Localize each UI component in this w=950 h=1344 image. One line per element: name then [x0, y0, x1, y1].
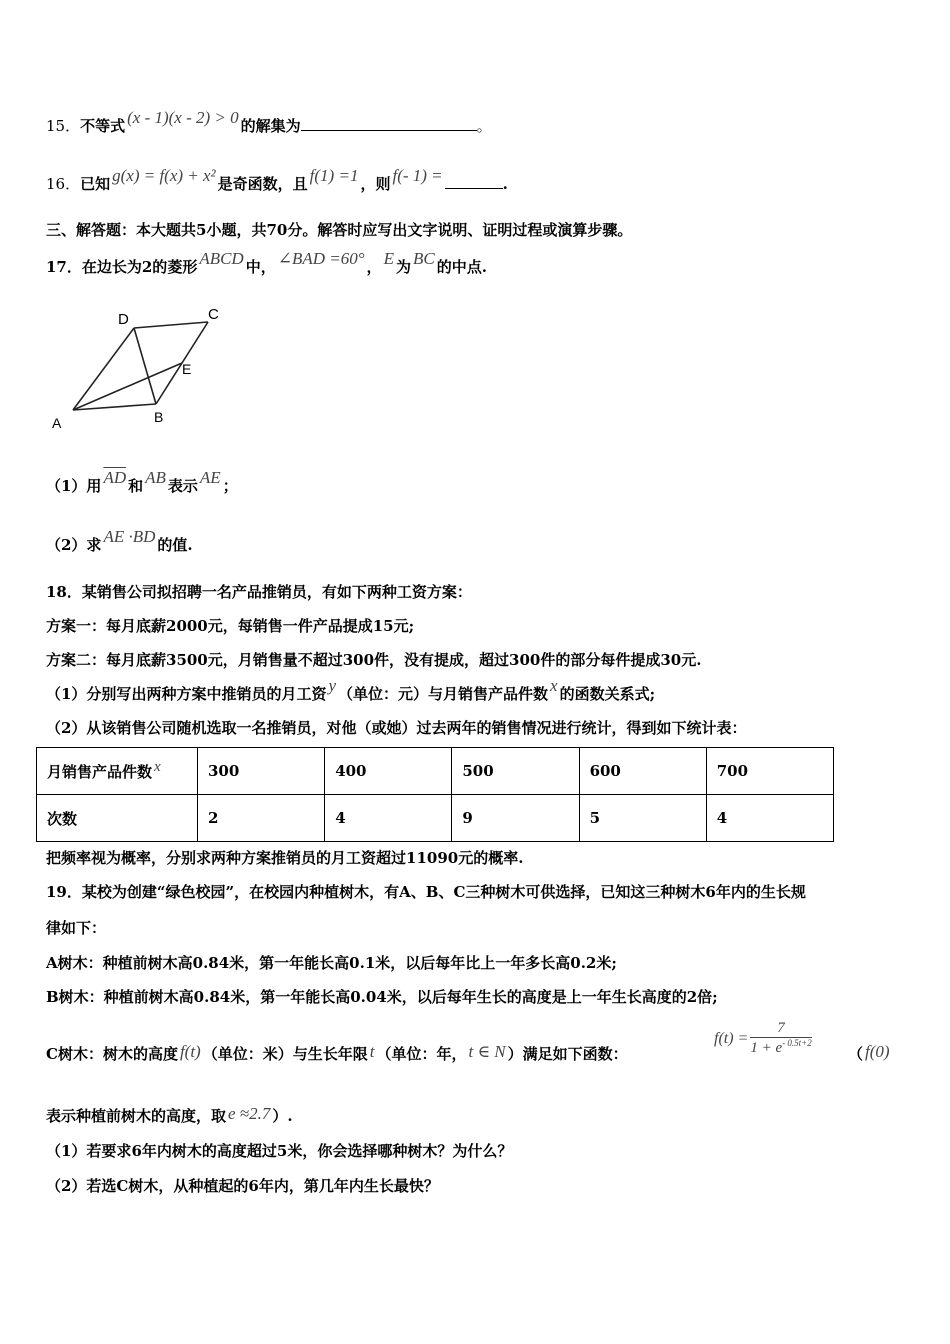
q16-answer-blank[interactable] — [445, 172, 503, 189]
q17-e: E — [383, 249, 394, 268]
table-cell: 9 — [452, 795, 579, 842]
vector-ab: AB — [145, 468, 166, 487]
q16-end: . — [502, 175, 508, 193]
q19-sub1: （1）若要求6年内树木的高度超过5米，你会选择哪种树木？为什么？ — [46, 1142, 513, 1160]
q17-sub1-end: ； — [222, 477, 238, 495]
q17-sub1-represent: 表示 — [167, 477, 198, 495]
q17-text-3: ， — [366, 258, 382, 276]
q17-text-5: 的中点. — [436, 258, 487, 276]
q18-intro: 18．某销售公司拟招聘一名产品推销员，有如下两种工资方案： — [46, 583, 472, 601]
table-cell: 2 — [198, 795, 325, 842]
formula-fraction — [750, 1020, 811, 1057]
q19-line-2-end: ）. — [272, 1107, 293, 1125]
q17-text: 在边长为2的菱形 — [81, 258, 198, 276]
q19-intro-1: 19．某校为创建“绿色校园”，在校园内种植树木，有A、B、C三种树木可供选择，已知这三种树木6年内的生长规 — [46, 883, 806, 901]
q19-tree-c-tail — [848, 1044, 892, 1064]
q16-f1: f(1) =1 — [309, 166, 359, 185]
q19-tree-c-text: C树木：树木的高度 — [46, 1045, 178, 1063]
q16-text-3: ，则 — [360, 175, 391, 193]
q17-sub1-and: 和 — [128, 477, 144, 495]
header-sales-var: x — [154, 758, 161, 775]
q19-line-2 — [46, 1106, 293, 1126]
table-row — [37, 748, 834, 795]
q17-abcd: ABCD — [199, 249, 244, 268]
q17-text-4: 为 — [395, 258, 411, 276]
q16-function-g: g(x) = f(x) + x² — [112, 166, 216, 185]
vector-ae: AE — [199, 468, 221, 487]
e-approx: e ≈2.7 — [228, 1104, 271, 1123]
q19-tree-b: B树木：种植前树木高0.84米，第一年能长高0.04米，以后每年生长的高度是上一年生长高度的2倍; — [46, 988, 718, 1006]
q19-tree-c — [46, 1044, 628, 1064]
q18-after-table: 把频率视为概率，分别求两种方案推销员的月工资超过11090元的概率. — [46, 849, 524, 867]
q18-sub1 — [46, 676, 656, 704]
var-t: t — [369, 1042, 375, 1061]
section-3-heading: 三、解答题：本大题共5小题，共70分。解答时应写出文字说明、证明过程或演算步骤。 — [46, 221, 633, 239]
q17-number: 17． — [46, 258, 82, 276]
q19-intro-2: 律如下： — [46, 919, 107, 937]
table-row — [37, 795, 834, 842]
table-cell: 700 — [706, 748, 833, 795]
q18-plan-1: 方案一：每月底薪2000元，每销售一件产品提成15元; — [46, 617, 415, 635]
q15-text-2: 的解集为 — [240, 117, 301, 135]
q17-sub2-end: 的值. — [157, 536, 193, 554]
table-cell: 500 — [452, 748, 579, 795]
q17-angle: ∠BAD =60° — [277, 249, 365, 268]
formula-exponent: - 0.5t+2 — [782, 1038, 812, 1048]
q16-f-neg1: f(- 1) = — [392, 166, 443, 185]
q15-inequality: (x - 1)(x - 2) > 0 — [127, 108, 239, 127]
q18-sub2: （2）从该销售公司随机选取一名推销员，对他（或她）过去两年的销售情况进行统计，得到如下统计表： — [46, 719, 747, 737]
func-f-t: f(t) — [179, 1042, 201, 1061]
q19-paren: （ — [848, 1045, 864, 1063]
q18-sub1-text-3: 的函数关系式; — [559, 685, 656, 703]
q17-sub1-label: （1）用 — [46, 477, 102, 495]
q17-sub2 — [46, 527, 193, 555]
func-f-0: f(0) — [865, 1042, 890, 1061]
q15-answer-blank[interactable] — [301, 114, 477, 131]
formula-denominator — [750, 1038, 811, 1057]
table-header-count: 次数 — [37, 795, 198, 842]
point-e-label: E — [182, 361, 192, 377]
var-y: y — [328, 676, 336, 695]
question-17 — [46, 249, 487, 277]
q15-text: 不等式 — [80, 117, 126, 135]
formula-lhs: f(t) = — [714, 1029, 749, 1047]
q18-plan-2: 方案二：每月底薪3500元，月销售量不超过300件，没有提成，超过300件的部分每件提成30元. — [46, 651, 702, 669]
vertex-a-label: A — [52, 415, 62, 431]
table-cell: 300 — [198, 748, 325, 795]
q17-text-2: 中， — [245, 258, 276, 276]
q16-number: 16． — [46, 175, 81, 193]
q19-tree-a: A树木：种植前树木高0.84米，第一年能长高0.1米，以后每年比上一年多长高0.2米; — [46, 954, 617, 972]
rhombus-figure — [40, 300, 240, 440]
vector-ad: $\overline{AD}$ — [103, 468, 127, 487]
q18-sub1-text: （1）分别写出两种方案中推销员的月工资 — [46, 685, 327, 703]
table-cell: 400 — [325, 748, 452, 795]
q16-text: 已知 — [80, 175, 111, 193]
q15-end: 。 — [476, 117, 492, 135]
table-cell: 4 — [325, 795, 452, 842]
vertex-b-label: B — [154, 409, 164, 425]
vertex-d-label: D — [118, 311, 129, 328]
question-15 — [46, 108, 492, 136]
growth-formula — [712, 1020, 812, 1057]
q15-number: 15． — [46, 117, 81, 135]
dot-product-ae-bd: AE ·BD — [103, 527, 156, 546]
q17-bc: BC — [412, 249, 435, 268]
header-sales-text: 月销售产品件数 — [47, 762, 153, 781]
var-x: x — [550, 676, 558, 695]
table-cell: 4 — [706, 795, 833, 842]
q19-sub2: （2）若选C树木，从种植起的6年内，第几年内生长最快？ — [46, 1177, 439, 1195]
table-cell: 5 — [579, 795, 706, 842]
q19-line-2-text: 表示种植前树木的高度，取 — [46, 1107, 227, 1125]
q19-tree-c-text-2: （单位：米）与生长年限 — [202, 1045, 368, 1063]
q19-tree-c-text-3: （单位：年， — [376, 1045, 467, 1063]
q19-tree-c-text-4: ）满足如下函数： — [507, 1045, 628, 1063]
sales-stats-table — [36, 747, 834, 842]
t-in-n: t ∈ N — [468, 1042, 506, 1061]
vertex-c-label: C — [208, 306, 219, 323]
q17-sub1 — [46, 468, 238, 496]
q16-text-2: 是奇函数，且 — [217, 175, 308, 193]
q17-sub2-label: （2）求 — [46, 536, 102, 554]
formula-numerator: 7 — [750, 1020, 811, 1038]
question-16 — [46, 166, 508, 194]
table-cell: 600 — [579, 748, 706, 795]
table-header-sales — [37, 748, 198, 795]
q18-sub1-text-2: （单位：元）与月销售产品件数 — [338, 685, 549, 703]
formula-den-base: 1 + e — [750, 1040, 783, 1056]
